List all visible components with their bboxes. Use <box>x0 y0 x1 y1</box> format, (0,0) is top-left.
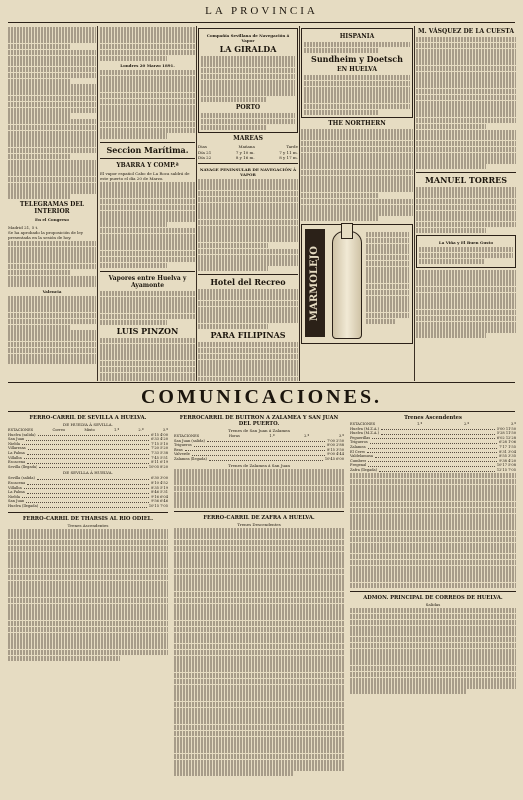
table-title: FERROCARRIL DE BUITRON A ZALAMEA Y SAN JUAN DEL PUERTO. <box>179 415 339 427</box>
location-heading: EN HUELVA <box>337 65 377 73</box>
column-1 <box>8 26 96 381</box>
tides-header-row: Dias Mañana Tarde <box>198 144 298 150</box>
table-row: Huelva (llegada) 10'15 7'05 <box>8 503 168 508</box>
tides-row: Día 22 8 y 16 m. 8 y 17 m. <box>198 154 298 160</box>
company-heading: Sundheim y Doetsch <box>311 53 403 64</box>
masthead: LA PROVINCIA <box>205 5 318 17</box>
table-row: Sevilla (llegada) 10'05 8'20 <box>8 464 168 469</box>
destination-heading: PORTO <box>235 104 261 112</box>
table-subtitle: Trenes de San Juan á Zalamea <box>228 428 290 433</box>
table-row: Valverde 9'00 4'44 <box>174 452 344 457</box>
column-divider <box>196 26 197 381</box>
table-row: Niebla 7'15 5'10 <box>8 441 168 446</box>
table-row: Villalba 8'35 5'19 <box>8 485 168 490</box>
column-5 <box>416 26 516 381</box>
company-heading: M. VÁSQUEZ DE LA CUESTA <box>417 28 515 35</box>
table-row: Zafra (llegada) 12'15 7'05 <box>350 467 516 472</box>
table-row: Huelva (M.Z.A.) 5'00 11'50 <box>350 426 516 431</box>
timetable-sevilla-huelva <box>8 414 168 794</box>
column-2 <box>100 26 195 381</box>
dateline: Madrid 21, 5 t. <box>8 224 39 230</box>
company-heading: NAVAGE PENINSULAR DE NAVEGACIÓN Á VAPOR <box>199 167 297 178</box>
table-row: Peguerillas 6'02 12'28 <box>350 435 516 440</box>
table-subtitle: Salidas <box>425 602 441 608</box>
table-header: ESTACIONES Correo Mixto 1.ª 2.ª 3.ª <box>8 428 168 432</box>
table-row: Fregenal 10'17 5'08 <box>350 463 516 468</box>
table-subtitle: DE SEVILLA Á HUELVA. <box>63 470 113 476</box>
section-heading: Vapores entre Huelva y Ayamonte <box>108 274 187 289</box>
table-row: Huelva (M.Z.A.) 5'28 11'50 <box>350 431 516 436</box>
table-row: La Palma 8'46 5'31 <box>8 490 168 495</box>
sub-heading: Valencia <box>42 288 62 294</box>
ad-box <box>301 28 413 118</box>
table-subtitle: Trenes de Zalamea á San Juan <box>228 462 290 468</box>
table-header: ESTACIONES 1.ª 2.ª 3.ª <box>350 422 516 426</box>
table-row: Trigueros 8'00 2'88 <box>174 443 344 448</box>
column-3 <box>198 26 298 381</box>
ship-heading: LUIS PINZON <box>116 325 179 336</box>
masthead-rule <box>8 22 515 23</box>
table-title: FERRO-CARRIL DE SEVILLA A HUELVA. <box>29 415 147 421</box>
company-heading: YBARRA Y COMP.ª <box>116 161 179 169</box>
company-heading: THE NORTHERN <box>328 120 386 128</box>
section-heading: Seccion Marítima. <box>106 144 189 155</box>
table-row: Sevilla (salida) 6'30 3'00 <box>8 476 168 481</box>
column-divider <box>299 26 300 381</box>
section-rule <box>8 382 515 383</box>
column-divider <box>414 26 415 381</box>
section-heading: PARA FILIPINAS <box>210 330 286 341</box>
table-row: Cumbres 9'38 4'20 <box>350 458 516 463</box>
tides-row: Día 21 7 y 10 m. 7 y 11 m. <box>198 149 298 155</box>
table-row: Escacena 8'10 4'52 <box>8 480 168 485</box>
table-row: Huelva (salida) 6'15 4'00 <box>8 432 168 437</box>
table-row: El Cerro 8'31 3'04 <box>350 449 516 454</box>
section-rule <box>8 411 515 412</box>
brand-label: MARMOLEJO <box>305 229 325 337</box>
table-row: Valdelamusa 8'55 3'35 <box>350 454 516 459</box>
tides-heading: MAREAS <box>233 135 263 143</box>
table-row: Villalba 7'45 5'51 <box>8 455 168 460</box>
timetable-buitron-zalamea <box>174 414 344 794</box>
prices-heading: Londres 20 Marzo 1891. <box>120 62 175 68</box>
table-row: Escacena 8'11 6'19 <box>8 460 168 465</box>
table-title: FERRO-CARRIL DE THARSIS AL RIO ODIEL. <box>22 515 154 522</box>
timetable-zafra-huelva <box>350 414 516 794</box>
company-heading: Compañía Sevillana de Navegación á Vapor <box>206 33 290 44</box>
table-row: San Juan 6'33 4'20 <box>8 437 168 442</box>
table-row: Trigueros 6'28 1'06 <box>350 440 516 445</box>
table-subtitle: Trenes Descendentes <box>237 522 281 528</box>
table-subtitle: DE HUELVA Á SEVILLA. <box>63 422 113 427</box>
sub-heading: En el Congreso <box>35 217 69 223</box>
company-heading: HISPANIA <box>339 33 375 40</box>
table-title: FERRO-CARRIL DE ZAFRA A HUELVA. <box>203 515 315 522</box>
table-row: Beas 8'15 3'50 <box>174 447 344 452</box>
hotel-heading: Hotel del Recreo <box>210 277 286 288</box>
ad-box <box>198 28 298 133</box>
section-title: COMUNICACIONES. <box>140 386 383 408</box>
bottle-icon <box>332 231 362 339</box>
paragraph: El vapor español Cabo de La Roca saldrá de este puerto el día 20 de Marzo. <box>100 170 190 181</box>
table-title: Trenes Ascendentes <box>404 415 462 421</box>
ship-heading: LA GIRALDA <box>219 44 277 55</box>
mineral-water-ad <box>301 224 413 344</box>
column-divider <box>97 26 98 381</box>
table-row: San Juan (salida) 7'00 2'50 <box>174 438 344 443</box>
table-row: Zalamea (llegada) 10'45 6'00 <box>174 456 344 461</box>
ad-box <box>416 235 516 268</box>
table-row: Villarrasa 7'20 5'20 <box>8 446 168 451</box>
table-title: ADMON. PRINCIPAL DE CORREOS DE HUELVA. <box>363 595 503 602</box>
table-row: La Palma 7'33 5'38 <box>8 450 168 455</box>
column-4 <box>301 26 413 381</box>
table-row: Niebla 9'16 6'04 <box>8 494 168 499</box>
section-heading: TELEGRAMAS DEL INTERIOR <box>19 201 85 216</box>
table-row: San Juan 9'56 6'46 <box>8 499 168 504</box>
shop-heading: La Viña y El Buen Gusto <box>438 240 494 246</box>
bottle-neck-icon <box>341 223 353 239</box>
company-heading: MANUEL TORRES <box>425 175 507 186</box>
paragraph: Se ha aprobado la proposición de ley presentada en la sesión de hoy. <box>8 229 84 241</box>
table-subtitle: Trenes Ascendentes <box>67 522 109 528</box>
table-row: Zalamea 7'17 1'55 <box>350 444 516 449</box>
table-header: ESTACIONES Horas 1.ª 2.ª 3.ª <box>174 434 344 438</box>
